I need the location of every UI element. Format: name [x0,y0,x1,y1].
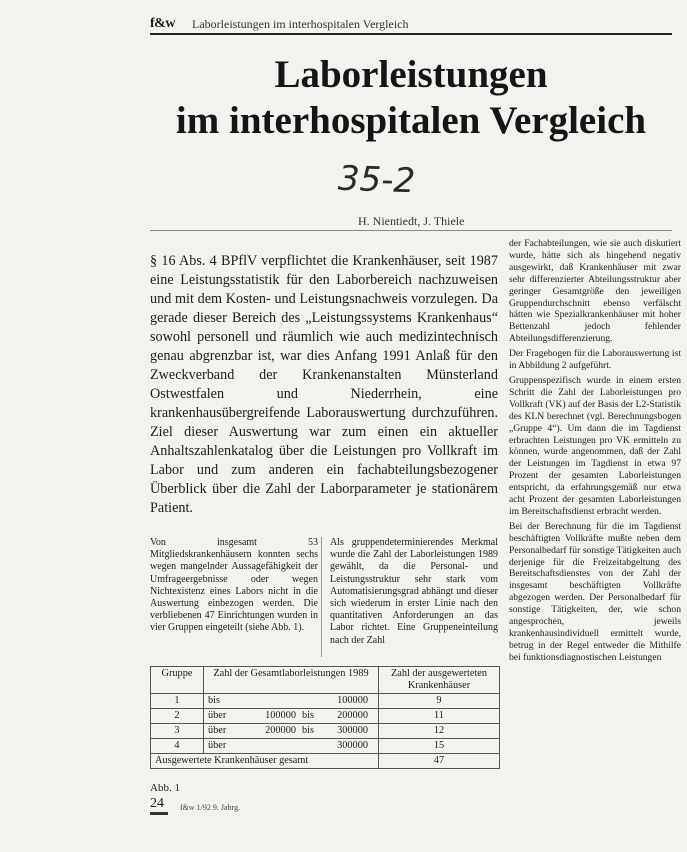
authors-rule [150,230,672,231]
total-value: 47 [379,754,500,769]
cell-range [204,709,379,724]
range-word-1: über [208,725,227,736]
lead-paragraph: § 16 Abs. 4 BPflV verpflichtet die Krankenhäuser, seit 1987 eine Leistungsstatistik für den Laborbereich nachzuweisen und mit dem Kosten- und Leistungsnachweis vorzulegen. Da gerade dieser Bereich des „Leistungssystems Krankenhaus“ sowohl personell und räumlich wie auch medizintechnisch genau abgrenzbar ist, war dies Anfang 1991 Anlaß für den Zweckverband der Krankenanstalten Münsterland Ostwestfalen und Niederrhein, eine krankenhausübergreifende Laborauswertung durchzuführen. Ziel dieser Auswertung war zum einen ein aktueller Anhaltszahlenkatalog über die Leistungen pro Vollkraft im Labor und zum anderen ein fachabteilungsbezogener Überblick über die Zahl der Laborparameter je stationärem Patient. [150,253,498,516]
cell-count: 11 [379,709,500,724]
range-value-2: 300000 [337,725,368,736]
range-value-2: 300000 [337,740,368,751]
right-paragraph-1: der Fachabteilungen, wie sie auch diskutiert wurde, hätte sich als hingehend negativ ausgewirkt, daß Krankenhäuser mit zwar sehr differenzierter Abteilungsstruktur aber geringer Gesamtgröße den jeweiligen Gruppendurchschnitt ebenso verfälscht hätten wie Spezialkrankenhäuser mit hoher Bettenzahl jedoch fehlender Abteilungsdifferenzierung. [509,238,681,345]
cell-gruppe: 2 [151,709,204,724]
right-paragraph-3: Gruppenspezifisch wurde in einem ersten Schritt die Zahl der Laborleistungen pro Vollkraft (VK) auf der Basis der L2-Statistik des KLN berechnet (vgl. Berechnungsbogen „Gruppe 4“). Um dann die im Tagdienst erbrachten Leistungen pro VK ermitteln zu können, wurde angenommen, daß der Zahl der Leistungen im Tagdienst in etwa 97 Prozent der gesamten Laborleistungen entspricht, da erfahrungsgemäß nur etwa acht Prozent der gesamten Laborleistungen im Bereitschaftsdienst erbracht werden. [509,374,681,517]
range-value-2: 100000 [337,695,368,706]
body-column-b: Als gruppendeterminierendes Merkmal wurde die Zahl der Laborleistungen 1989 gewählt, da die Personal- und Leistungsstruktur sehr stark vom Automatisierungsgrad abhängt und dieser sich wiederum in erster Linie nach den quantitativen Anforderungen an das Labor richtet. Eine Gruppeneinteilung nach der Zahl [330,537,498,646]
table-row [151,739,500,754]
range-word-2: bis [301,725,315,736]
range-value-2: 200000 [337,710,368,721]
range-value-1 [248,740,296,752]
right-column [509,238,681,850]
cell-count: 9 [379,694,500,709]
cell-count: 12 [379,724,500,739]
group-table [150,666,500,769]
cell-gruppe: 3 [151,724,204,739]
handwritten-note: 35-2 [337,158,416,202]
table-row [151,694,500,709]
article-title [150,52,672,144]
page-number: 24 [150,796,164,811]
cell-range [204,694,379,709]
column-divider [321,537,322,657]
range-value-1: 100000 [265,710,296,721]
footer-source: f&w 1/92 9. Jahrg. [180,803,241,812]
right-paragraph-2: Der Fragebogen für die Laborauswertung ist in Abbildung 2 aufgeführt. [509,348,681,372]
footer-rule [150,812,168,815]
authors: H. Nientiedt, J. Thiele [358,214,465,228]
total-label: Ausgewertete Krankenhäuser gesamt [151,754,379,769]
cell-count: 15 [379,739,500,754]
table-row [151,709,500,724]
cell-gruppe: 1 [151,694,204,709]
cell-range [204,739,379,754]
range-word-2 [296,740,320,752]
range-word-2: bis [301,710,315,721]
header-gruppe: Gruppe [151,667,204,694]
table-total-row [151,754,500,769]
figure-label: Abb. 1 [150,782,180,794]
header-krankenhaeuser: Zahl der ausgewerteten Krankenhäuser [379,667,500,694]
range-value-1 [248,695,296,707]
cell-range [204,724,379,739]
range-word-2 [296,695,320,707]
journal-logo: f&w [150,16,175,31]
range-value-1: 200000 [265,725,296,736]
running-title: Laborleistungen im interhospitalen Vergleich [192,17,409,31]
table-header-row [151,667,500,694]
cell-gruppe: 4 [151,739,204,754]
title-line-1: Laborleistungen [274,53,548,96]
range-word-1: bis [208,695,221,706]
body-column-a: Von insgesamt 53 Mitgliedskrankenhäusern konnten sechs wegen mangelnder Aussagefähigkeit der Umfrageergebnisse oder wegen Nichtexistenz eines Labors nicht in die Auswertung einbezogen werden. Die verbliebenen 47 Einrichtungen wurden in vier Gruppen eingeteilt (siehe Abb. 1). [150,537,318,634]
table-row [151,724,500,739]
right-paragraph-4: Bei der Berechnung für die im Tagdienst beschäftigten Vollkräfte mußte neben dem Personalbedarf für sonstige Tätigkeiten auch derjenige für die Freizeitabgeltung des Bereitschaftsdienstes von der Zahl der insgesamt beschäftigten Vollkräfte abgezogen werden. Der Personalbedarf für sonstige Tätigkeiten, der, wie schon angesprochen, jeweils krankenhausindividuell ermittelt wurde, betrug in der Regel entweder die Mithilfe bei funktionsdiagnostischen Leistungen [509,520,681,663]
range-word-1: über [208,710,227,721]
range-word-1: über [208,740,227,751]
header-gesamt: Zahl der Gesamtlaborleistungen 1989 [204,667,379,694]
title-line-2: im interhospitalen Vergleich [175,99,647,142]
header-rule [150,33,672,35]
